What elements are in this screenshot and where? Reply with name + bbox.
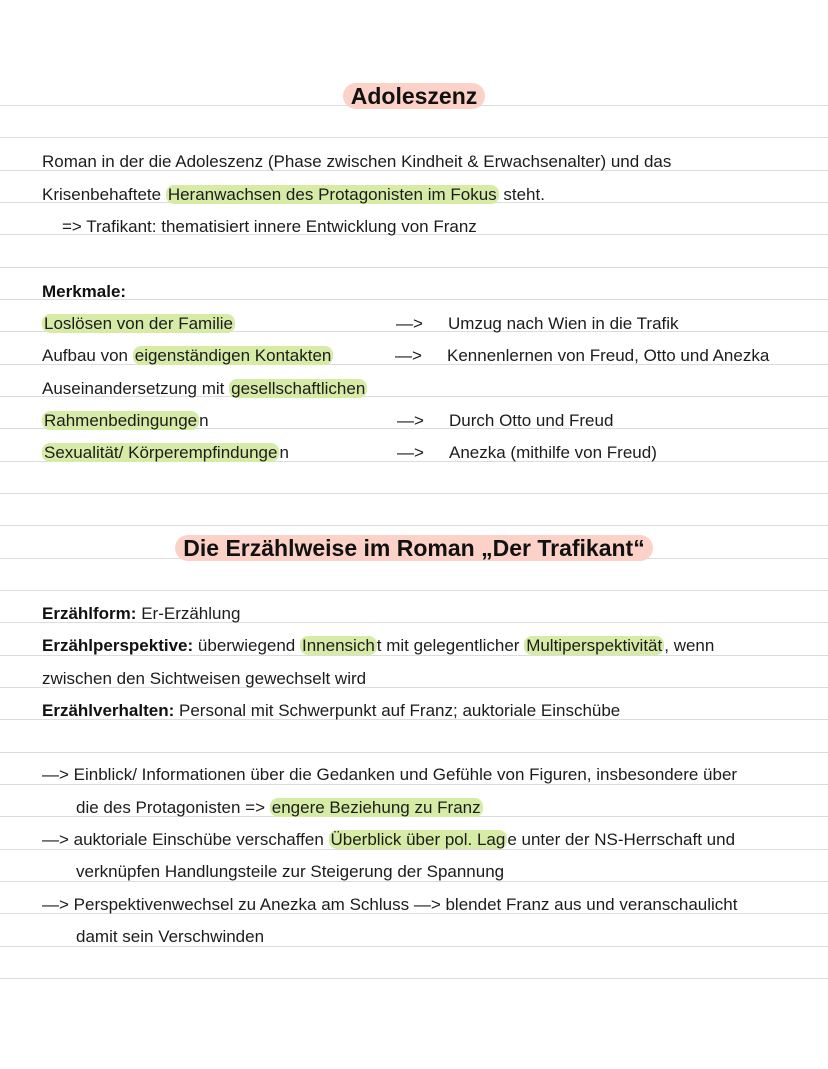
- bullet-1-line-1: —> Einblick/ Informationen über die Gedanken und Gefühle von Figuren, insbesondere über: [42, 765, 738, 784]
- arrow-icon: —>: [397, 411, 424, 430]
- merkmal-row-3-left: Auseinandersetzung mit gesellschaftlichen: [42, 379, 366, 398]
- section-title-erzaehlweise: [0, 534, 828, 562]
- bullet-3-line-2: damit sein Verschwinden: [76, 927, 265, 946]
- merkmal-row-1-right: Umzug nach Wien in die Trafik: [448, 314, 679, 333]
- erzaehlperspektive-line-2: zwischen den Sichtweisen gewechselt wird: [42, 669, 367, 688]
- merkmal-row-2-right: Kennenlernen von Freud, Otto und Anezka: [447, 346, 770, 365]
- merkmale-label: Merkmale:: [42, 282, 127, 301]
- title-highlight: Die Erzählweise im Roman „Der Trafikant“: [175, 535, 652, 561]
- section-title-adoleszenz: [0, 82, 828, 110]
- merkmal-row-4-right: Durch Otto und Freud: [449, 411, 614, 430]
- title-highlight: Adoleszenz: [343, 83, 486, 109]
- arrow-icon: —>: [397, 443, 424, 462]
- intro-line-2: Krisenbehaftete Heranwachsen des Protagonisten im Fokus steht.: [42, 185, 545, 204]
- intro-line-1: Roman in der die Adoleszenz (Phase zwischen Kindheit & Erwachsenalter) und das: [42, 152, 672, 171]
- bullet-3-line-1: —> Perspektivenwechsel zu Anezka am Schluss —> blendet Franz aus und veranschaulicht: [42, 895, 738, 914]
- merkmal-row-4-left: Rahmenbedingunge n: [44, 411, 209, 430]
- merkmal-row-5-left: Sexualität/ Körperempfindunge n: [44, 443, 289, 462]
- arrow-icon: —>: [395, 346, 422, 365]
- erzaehlverhalten-line: Erzählverhalten: Personal mit Schwerpunkt auf Franz; auktoriale Einschübe: [42, 701, 621, 720]
- highlight-heranwachsen: Heranwachsen des Protagonisten im Fokus: [167, 185, 497, 204]
- bullet-1-line-2: die des Protagonisten => engere Beziehung zu Franz: [76, 798, 481, 817]
- merkmal-row-2-left: Aufbau von eigenständigen Kontakten: [42, 346, 332, 365]
- bullet-2-line-2: verknüpfen Handlungsteile zur Steigerung der Spannung: [76, 862, 505, 881]
- erzaehlform-line: Erzählform: Er-Erzählung: [42, 604, 241, 623]
- bullet-2-line-1: —> auktoriale Einschübe verschaffen Überblick über pol. Lag e unter der NS-Herrschaft und: [42, 830, 736, 849]
- erzaehlperspektive-line: Erzählperspektive: überwiegend Innensich t mit gelegentlicher Multiperspektivität , wenn: [42, 636, 715, 655]
- merkmal-row-1-left: Loslösen von der Familie: [44, 314, 233, 333]
- arrow-icon: —>: [396, 314, 423, 333]
- merkmal-row-5-right: Anezka (mithilfe von Freud): [449, 443, 657, 462]
- intro-line-3: => Trafikant: thematisiert innere Entwicklung von Franz: [62, 217, 477, 236]
